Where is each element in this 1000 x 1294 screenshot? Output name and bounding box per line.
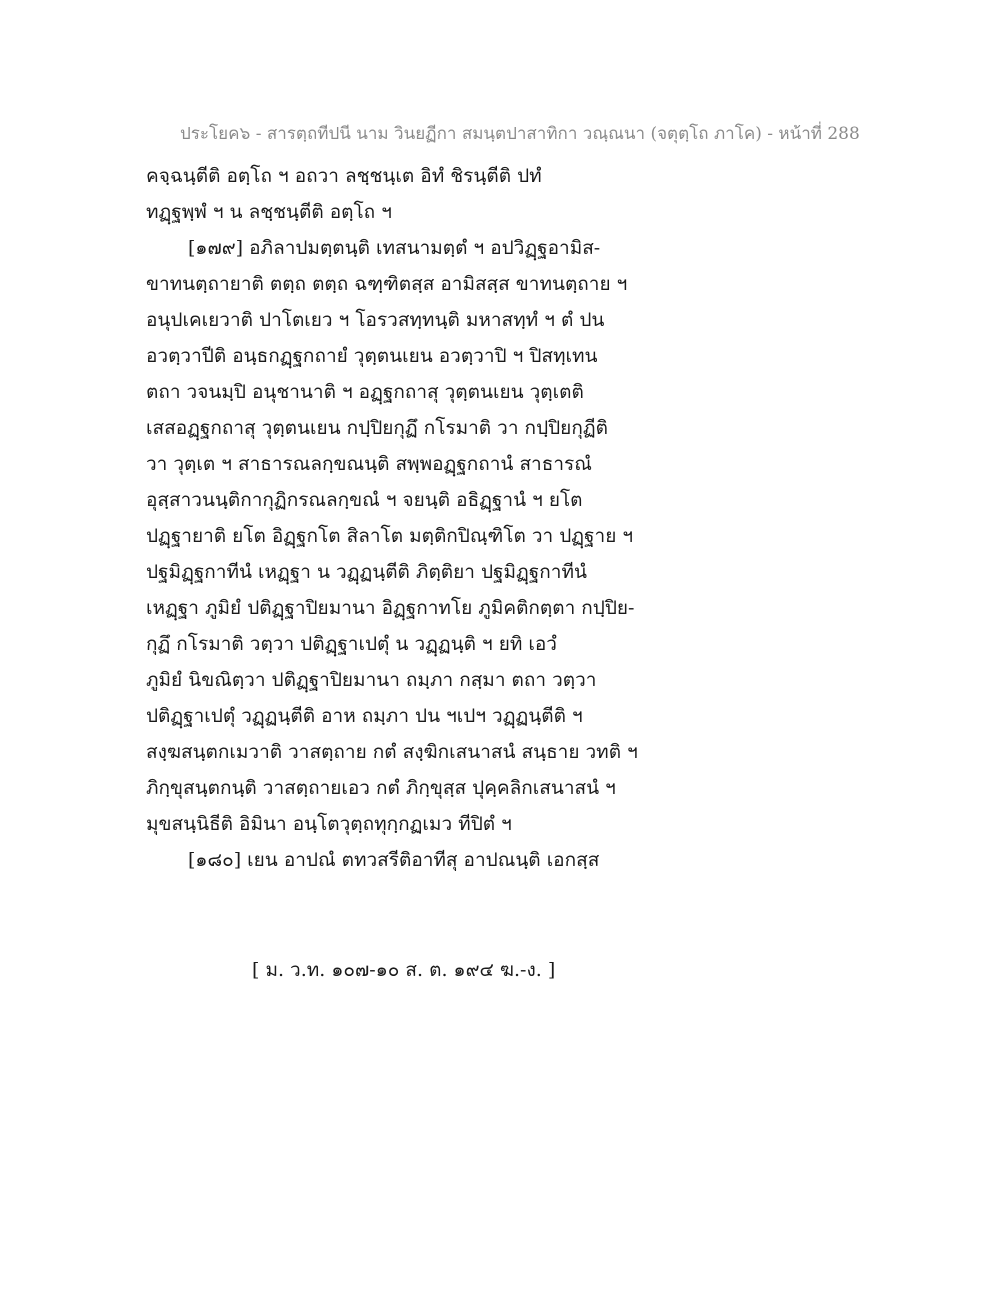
paragraph-180-start: [๑๘๐] เยน อาปณํ ตทวสรีติอาทีสุ อาปณนฺติ เอกสฺส (188, 849, 600, 871)
paragraph-179-start: [๑๗๙] อภิลาปมตฺตนฺติ เทสนามตฺตํ ฯ อปวิฏฺฐอามิส- (188, 237, 601, 259)
source-reference-footnote: [ ม. ว.ท. ๑๐๗-๑๐ ส. ต. ๑๙๔ ฆ.-ง. ] (252, 959, 556, 981)
text-line-1: คจฺฉนฺตีติ อตฺโถ ฯ อถวา ลชฺชนฺเต อิทํ ชิรนฺตีติ ปทํ (146, 165, 542, 187)
text-line-4: ขาทนตฺถายาติ ตตฺถ ตตฺถ ฉฑฺฑิตสฺส อามิสสฺส ขาทนตฺถาย ฯ (146, 273, 628, 295)
text-line-17: สงฺฆสนฺตกเมวาติ วาสตฺถาย กตํ สงฺฆิกเสนาสนํ สนฺธาย วทติ ฯ (146, 741, 638, 763)
text-line-5: อนุปเคเยวาติ ปาโตเยว ฯ โอรวสทฺทนฺติ มหาสทฺทํ ฯ ตํ ปน (146, 309, 605, 331)
body-text (146, 158, 666, 878)
text-line-10: อุสฺสาวนนฺติกากุฏิกรณลกฺขณํ ฯ จยนฺติ อธิฏฺฐานํ ฯ ยโต (146, 489, 583, 511)
text-line-13: เหฏฺฐา ภูมิยํ ปติฏฺฐาปิยมานา อิฏฺฐกาทโย ภูมิคติกตฺตา กปฺปิย- (146, 597, 635, 619)
text-line-11: ปฏฺฐายาติ ยโต อิฏฺฐกโต สิลาโต มตฺติกปิณฺฑิโต วา ปฏฺฐาย ฯ (146, 525, 634, 547)
text-line-7: ตถา วจนมฺปิ อนุชานาติ ฯ อฏฺฐกถาสุ วุตฺตนเยน วุตฺเตติ (146, 381, 584, 403)
text-line-12: ปฐมิฏฺฐกาทีนํ เหฏฺฐา น วฏฺฏนฺตีติ ภิตฺติยา ปฐมิฏฺฐกาทีนํ (146, 561, 587, 583)
text-line-19: มุขสนฺนิธีติ อิมินา อนฺโตวุตฺถทุกฺกฏเมว ทีปิตํ ฯ (146, 813, 512, 835)
text-line-14: กุฏึ กโรมาติ วตฺวา ปติฏฺฐาเปตุํ น วฏฺฏนฺติ ฯ ยทิ เอวํ (146, 633, 557, 655)
text-line-9: วา วุตฺเต ฯ สาธารณลกฺขณนฺติ สพฺพอฏฺฐกถานํ สาธารณํ (146, 453, 592, 475)
running-header: ประโยค๖ - สารตฺถทีปนี นาม วินยฏีกา สมนฺตปาสาทิกา วณฺณนา (จตุตฺโถ ภาโค) - หน้าที่ 288 (180, 124, 860, 144)
text-line-2: ทฏฺฐพฺพํ ฯ น ลชฺชนฺตีติ อตฺโถ ฯ (146, 201, 392, 223)
text-line-18: ภิกฺขุสนฺตกนฺติ วาสตฺถายเอว กตํ ภิกฺขุสฺส ปุคฺคลิกเสนาสนํ ฯ (146, 777, 616, 799)
text-line-16: ปติฏฺฐาเปตุํ วฏฺฏนฺตีติ อาห ถมฺภา ปน ฯเปฯ วฏฺฏนฺตีติ ฯ (146, 705, 583, 727)
text-line-8: เสสอฏฺฐกถาสุ วุตฺตนเยน กปฺปิยกุฏึ กโรมาติ วา กปฺปิยกุฏีติ (146, 417, 608, 439)
text-line-6: อวตฺวาปีติ อนฺธกฏฺฐกถายํ วุตฺตนเยน อวตฺวาปิ ฯ ปิสทฺเทน (146, 345, 598, 367)
text-line-15: ภูมิยํ นิขณิตฺวา ปติฏฺฐาปิยมานา ถมฺภา กสฺมา ตถา วตฺวา (146, 669, 597, 691)
